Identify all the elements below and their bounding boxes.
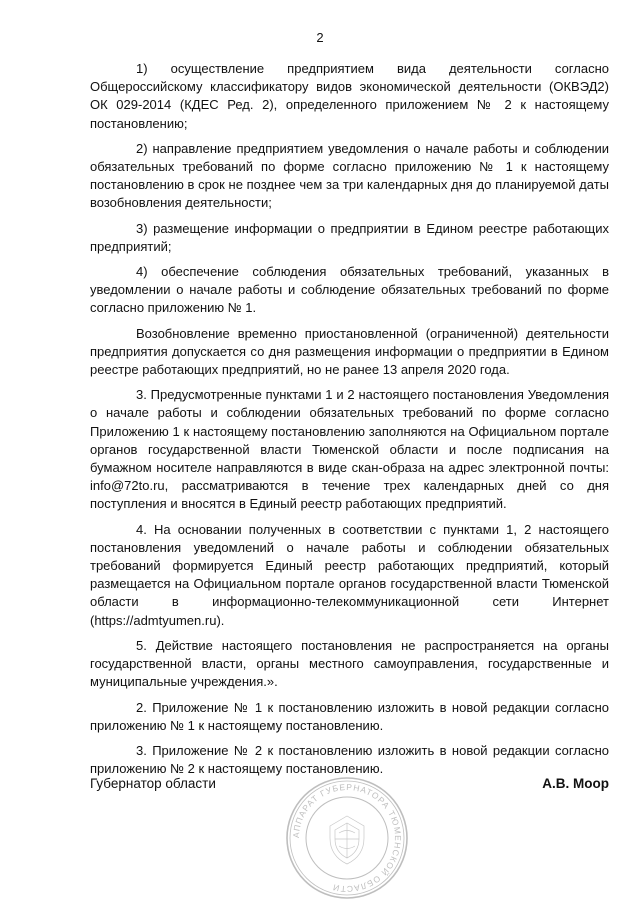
paragraph-4: 4) обеспечение соблюдения обязательных требований, указанных в уведомлении о начале работы и соблюдение обязательных требований по форме согласно приложению № 1. xyxy=(90,264,609,316)
paragraph-10: 3. Приложение № 2 к постановлению изложить в новой редакции согласно приложению № 2 к настоящему постановлению. xyxy=(90,742,609,777)
signer-position: Губернатор области xyxy=(90,776,216,791)
paragraph-5: Возобновление временно приостановленной (ограниченной) деятельности предприятия допускается со дня размещения информации о предприятии в Едином реестре работающих предприятий, но не ранее 13 апреля 2020 года. xyxy=(90,325,609,378)
official-seal-icon xyxy=(285,776,409,900)
paragraph-8: 5. Действие настоящего постановления не распространяется на органы государственной власти, органы местного самоуправления, государственные и муниципальные учреждения.». xyxy=(90,637,609,690)
document-body xyxy=(90,60,609,785)
paragraph-7: 4. На основании полученных в соответствии с пунктами 1, 2 настоящего постановления уведомлений о начале работы и соблюдении обязательных требований формируется Единый реестр работающих предприятий, который размещается на Официальном портале органов государственной власти Тюменской области в информационно-телекоммуникационной сети Интернет (https://admtyumen.ru). xyxy=(90,521,609,628)
signer-name: А.В. Моор xyxy=(542,776,609,791)
paragraph-9: 2. Приложение № 1 к постановлению изложить в новой редакции согласно приложению № 1 к настоящему постановлению. xyxy=(90,699,609,733)
paragraph-1: 1) осуществление предприятием вида деятельности согласно Общероссийскому классификатору видов экономической деятельности (ОКВЭД2) ОК 029-2014 (КДЕС Ред. 2), определенного приложением № 2 к настоящему постановлению; xyxy=(90,61,609,131)
paragraph-2: 2) направление предприятием уведомления о начале работы и соблюдении обязательных требований по форме согласно приложению № 1 к настоящему постановлению в срок не позднее чем за три календарных дня до планируемой даты возобновления деятельности; xyxy=(90,140,609,211)
page-number: 2 xyxy=(316,30,324,45)
seal-ring-text: АППАРАТ ГУБЕРНАТОРА ТЮМЕНСКОЙ ОБЛАСТИ xyxy=(290,781,404,895)
paragraph-6: 3. Предусмотренные пунктами 1 и 2 настоящего постановления Уведомления о начале работы и соблюдении обязательных требований по форме согласно Приложению 1 к настоящему постановлению заполняются на Официальном портале органов государственной власти Тюменской области и после подписания на бумажном носителе направляются в виде скан-образа на адрес электронной почты: info@72to.ru, рассматриваются в течение трех календарных дней со дня поступления и вносятся в Единый реестр работающих предприятий. xyxy=(90,387,609,512)
paragraph-3: 3) размещение информации о предприятии в Едином реестре работающих предприятий; xyxy=(90,220,609,254)
